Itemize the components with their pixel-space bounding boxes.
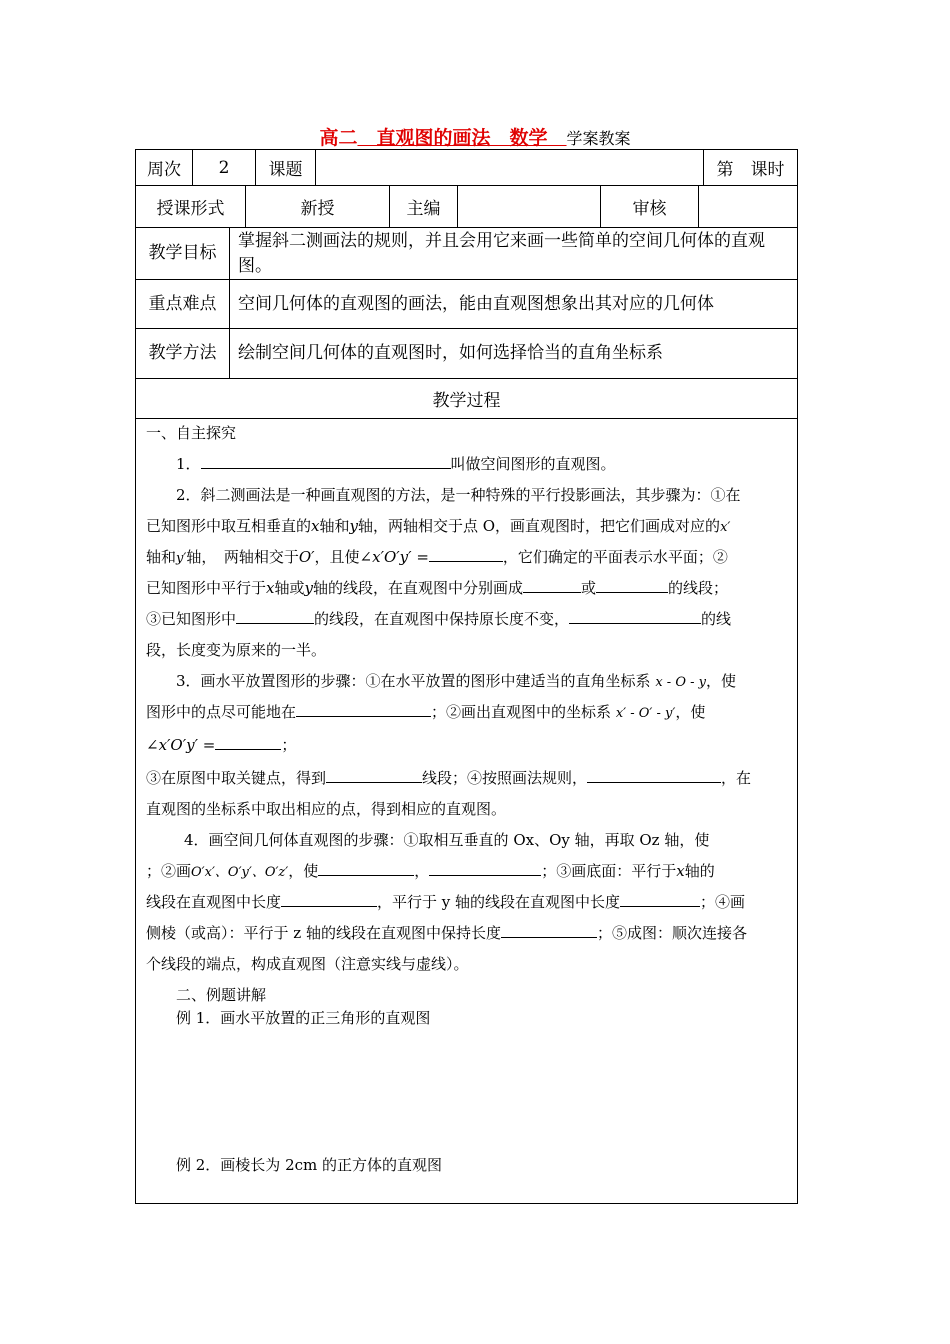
x-symbol: x <box>676 862 685 880</box>
review-value <box>699 186 797 228</box>
question-4-line-2 <box>146 856 715 888</box>
q3-text: ，使 <box>705 672 736 690</box>
q1-text: 叫做空间图形的直观图。 <box>450 455 616 473</box>
q2-text: ③已知图形中 <box>146 610 237 628</box>
question-4-line-1: 4．画空间几何体直观图的步骤：①取相互垂直的 Ox、Oy 轴，再取 Oz 轴，使 <box>184 831 710 849</box>
fill-blank[interactable] <box>596 576 668 593</box>
process-heading: 教学过程 <box>136 379 797 419</box>
q4-text: 侧棱（或高）：平行于 z 轴的线段在直观图中保持长度 <box>146 924 501 942</box>
title-topic: 直观图的画法 <box>376 127 491 149</box>
q2-text: 轴， 两轴相交于 <box>186 548 299 566</box>
fill-blank[interactable] <box>201 452 451 469</box>
q2-text: 轴和 <box>319 517 350 535</box>
question-2-line-1: 2．斜二测画法是一种画直观图的方法，是一种特殊的平行投影画法，其步骤为：①在 <box>176 486 741 504</box>
form-label: 授课形式 <box>136 186 246 228</box>
lesson-plan-table <box>135 149 798 1204</box>
q2-text: 轴或 <box>274 579 305 597</box>
q4-text: ；③画底面：平行于 <box>541 862 677 880</box>
example-2: 例 2．画棱长为 2cm 的正方体的直观图 <box>176 1156 443 1174</box>
form-value: 新授 <box>246 186 390 228</box>
fill-blank[interactable] <box>326 766 422 783</box>
q2-text: 的线 <box>701 610 732 628</box>
fill-blank[interactable] <box>429 859 541 876</box>
question-2-line-4 <box>146 573 728 604</box>
q4-text: ；⑤成图：顺次连接各 <box>596 924 747 942</box>
q2-text: 已知图形中取互相垂直的 <box>146 517 312 535</box>
document-title <box>0 126 950 151</box>
q2-text: 的线段； <box>668 579 729 597</box>
angle-formula: ∠x′O′y′ = <box>359 548 429 566</box>
x-symbol: x <box>311 517 320 535</box>
q3-text: 3．画水平放置图形的步骤：①在水平放置的图形中建适当的直角坐标系 <box>176 672 651 690</box>
y-symbol: y <box>349 517 358 535</box>
title-blank-1 <box>357 127 376 149</box>
q4-text: ；④画 <box>700 893 746 911</box>
question-1 <box>176 449 616 480</box>
question-3-line-1 <box>176 666 736 698</box>
q3-text: ；②画出直观图中的坐标系 <box>431 703 612 721</box>
lesson-number-label: 第 课时 <box>704 150 797 186</box>
example-1: 例 1．画水平放置的正三角形的直观图 <box>176 1009 431 1027</box>
editor-label: 主编 <box>390 186 458 228</box>
question-2-line-2 <box>146 511 730 543</box>
method-label: 教学方法 <box>136 329 230 379</box>
question-4-line-4 <box>146 918 747 949</box>
x-symbol: x <box>266 579 275 597</box>
topic-label: 课题 <box>256 150 316 186</box>
axes-prime: x′ - O′ - y′ <box>615 706 676 721</box>
question-3-line-3 <box>146 730 296 761</box>
q4-text: ；②画 <box>146 862 192 880</box>
question-2-line-3 <box>146 542 728 574</box>
section-1-heading: 一、自主探究 <box>146 424 237 442</box>
editor-value <box>458 186 601 228</box>
q2-text: 轴的线段，在直观图中分别画成 <box>312 579 523 597</box>
title-suffix: 学案教案 <box>566 129 631 148</box>
q3-text: ，在 <box>721 769 752 787</box>
week-label: 周次 <box>136 150 193 186</box>
x-prime-symbol: x′ <box>720 520 731 535</box>
review-label: 审核 <box>601 186 699 228</box>
question-4-line-3 <box>146 887 745 918</box>
q4-text: 线段在直观图中长度 <box>146 893 282 911</box>
fill-blank[interactable] <box>429 545 503 562</box>
angle-formula: ∠x′O′y′ = <box>146 736 216 754</box>
question-3-line-4 <box>146 763 751 794</box>
q4-text: ， <box>414 862 430 880</box>
q4-text: 轴的 <box>684 862 715 880</box>
o-prime-symbol: O′ <box>298 548 315 566</box>
fill-blank[interactable] <box>296 700 431 717</box>
fill-blank[interactable] <box>215 733 281 750</box>
q3-text: ； <box>281 736 297 754</box>
fill-blank[interactable] <box>318 859 414 876</box>
week-value: 2 <box>193 150 256 186</box>
fill-blank[interactable] <box>620 890 700 907</box>
q4-text: ，使 <box>288 862 319 880</box>
method-text: 绘制空间几何体的直观图时，如何选择恰当的直角坐标系 <box>230 329 797 379</box>
fill-blank[interactable] <box>501 921 597 938</box>
question-4-line-5: 个线段的端点，构成直观图（注意实线与虚线）。 <box>146 955 469 973</box>
axes-xoy: x - O - y <box>655 675 706 690</box>
section-2-heading: 二、例题讲解 <box>176 986 267 1004</box>
fill-blank[interactable] <box>236 607 314 624</box>
key-points-text: 空间几何体的直观图的画法，能由直观图想象出其对应的几何体 <box>230 280 797 329</box>
fill-blank[interactable] <box>587 766 721 783</box>
topic-value <box>316 150 704 186</box>
q3-text: ，使 <box>675 703 706 721</box>
question-3-line-2 <box>146 697 705 729</box>
key-points-label: 重点难点 <box>136 280 230 329</box>
q3-text: ③在原图中取关键点，得到 <box>146 769 327 787</box>
q2-text: 轴和 <box>146 548 177 566</box>
fill-blank[interactable] <box>569 607 701 624</box>
fill-blank[interactable] <box>523 576 581 593</box>
q2-text: ，它们确定的平面表示水平面；② <box>502 548 728 566</box>
title-grade: 高二 <box>319 127 358 149</box>
question-2-line-5 <box>146 604 731 635</box>
q2-text: 的线段，在直观图中保持原长度不变， <box>314 610 570 628</box>
q2-text: ，且使 <box>314 548 360 566</box>
fill-blank[interactable] <box>281 890 377 907</box>
prime-axes: O′x′、O′y′、O′z′ <box>191 865 289 880</box>
title-blank-2 <box>490 127 509 149</box>
q2-text: 已知图形中平行于 <box>146 579 267 597</box>
goal-label: 教学目标 <box>136 228 230 280</box>
q4-text: ，平行于 y 轴的线段在直观图中长度 <box>377 893 621 911</box>
y-symbol: y <box>304 579 313 597</box>
q2-text: 轴，两轴相交于点 O，画直观图时，把它们画成对应的 <box>357 517 721 535</box>
q2-text: 或 <box>581 579 597 597</box>
q3-text: 线段；④按照画法规则， <box>422 769 588 787</box>
q3-text: 图形中的点尽可能地在 <box>146 703 297 721</box>
y-prime-symbol: y′ <box>176 551 187 566</box>
question-2-line-6: 段，长度变为原来的一半。 <box>146 641 327 659</box>
title-blank-3 <box>548 127 567 149</box>
goal-text: 掌握斜二测画法的规则，并且会用它来画一些简单的空间几何体的直观图。 <box>230 228 797 280</box>
title-subject: 数学 <box>509 127 548 149</box>
q1-number: 1． <box>176 455 201 473</box>
question-3-line-5: 直观图的坐标系中取出相应的点，得到相应的直观图。 <box>146 800 507 818</box>
